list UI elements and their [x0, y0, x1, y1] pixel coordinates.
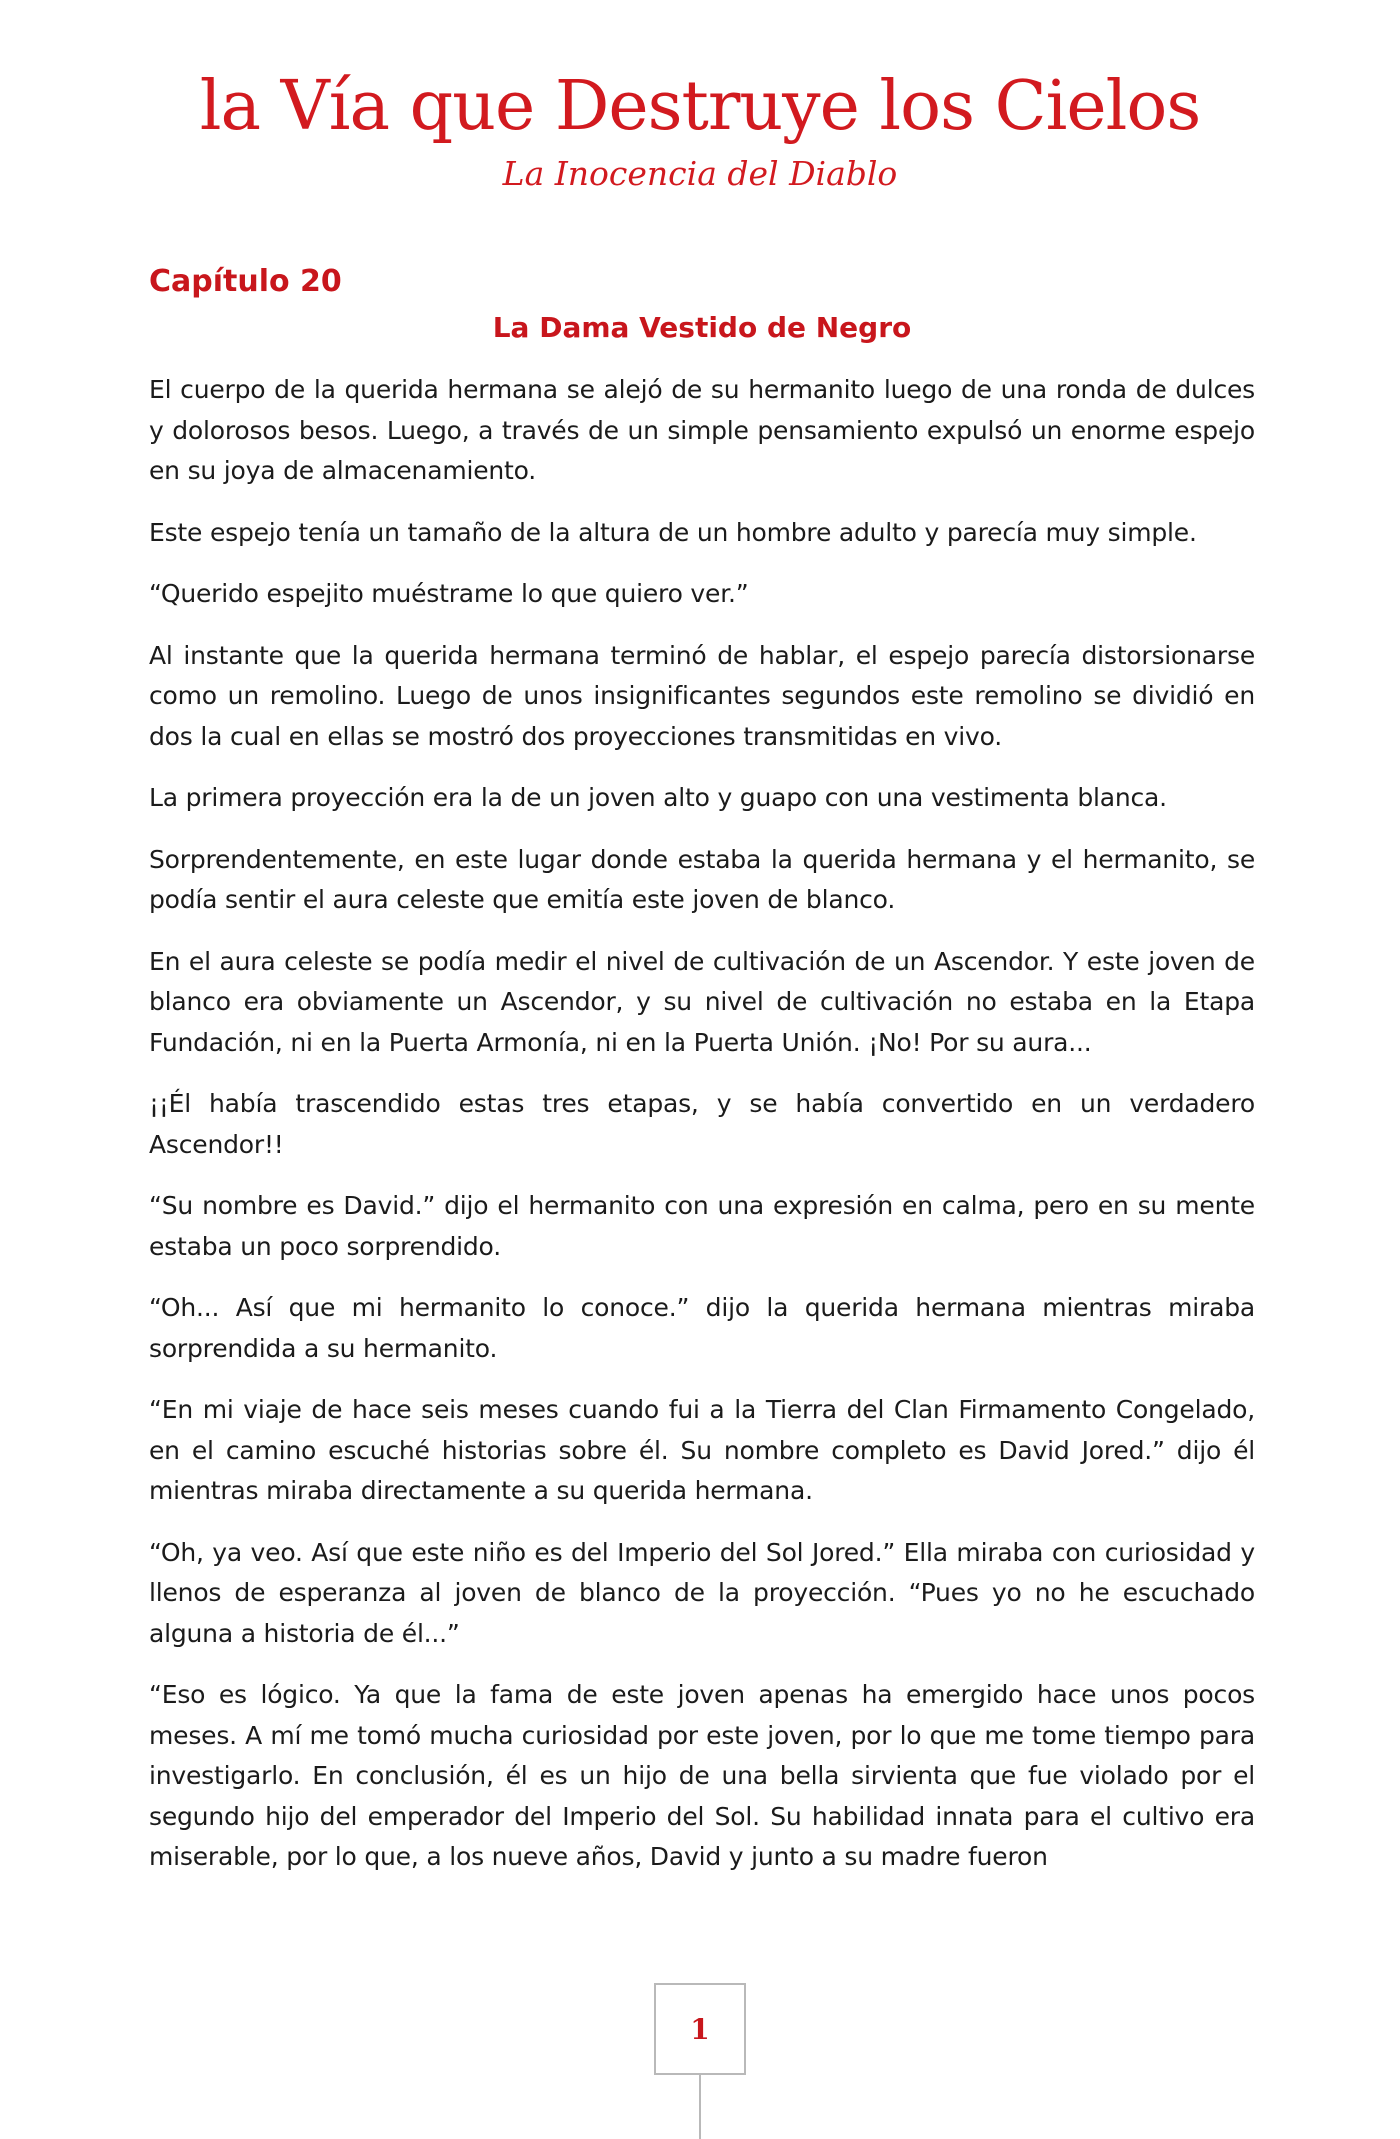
paragraph: “Su nombre es David.” dijo el hermanito con una expresión en calma, pero en su mente estaba un poco sorprendido. — [149, 1191, 1255, 1261]
paragraph: “Oh... Así que mi hermanito lo conoce.” dijo la querida hermana mientras miraba sorprendida a su hermanito. — [149, 1293, 1255, 1363]
paragraph: “En mi viaje de hace seis meses cuando fui a la Tierra del Clan Firmamento Congelado, en el camino escuché historias sobre él. Su nombre completo es David Jored.” dijo él mientras miraba directamente a su querida hermana. — [149, 1395, 1255, 1505]
paragraph: Sorprendentemente, en este lugar donde estaba la querida hermana y el hermanito, se podía sentir el aura celeste que emitía este joven de blanco. — [149, 844, 1255, 914]
chapter-content — [149, 262, 1255, 1899]
paragraph: “Eso es lógico. Ya que la fama de este joven apenas ha emergido hace unos pocos meses. A mí me tomó mucha curiosidad por este joven, por lo que me tome tiempo para investigarlo. En conclusión, él es un hijo de una bella sirvienta que fue violado por el segundo hijo del emperador del Imperio del Sol. Su habilidad innata para el cultivo era miserable, por lo que, a los nueve años, David y junto a su madre fueron — [149, 1680, 1255, 1871]
paragraph: La primera proyección era la de un joven alto y guapo con una vestimenta blanca. — [149, 783, 1167, 812]
paragraph: “Oh, ya veo. Así que este niño es del Imperio del Sol Jored.” Ella miraba con curiosidad y llenos de esperanza al joven de blanco de la proyección. “Pues yo no he escuchado alguna a historia de él...” — [149, 1537, 1255, 1648]
paragraph: Este espejo tenía un tamaño de la altura de un hombre adulto y parecía muy simple. — [149, 517, 1197, 547]
paragraph: En el aura celeste se podía medir el nivel de cultivación de un Ascendor. Y este joven de blanco era obviamente un Ascendor, y su nivel de cultivación no estaba en la Etapa Fundación, ni en la Puerta Armonía, ni en la Puerta Unión. ¡No! Por su aura... — [149, 946, 1255, 1057]
book-subtitle: La Inocencia del Diablo — [502, 154, 898, 193]
page-number: 1 — [690, 2012, 710, 2046]
book-title: la Vía que Destruye los Cielos — [199, 67, 1201, 146]
paragraph: El cuerpo de la querida hermana se alejó de su hermanito luego de una ronda de dulces y dolorosos besos. Luego, a través de un simple pensamiento expulsó un enorme espejo en su joya de almacenamiento. — [149, 375, 1255, 485]
page-number-connector-line — [699, 2075, 701, 2139]
paragraph: Al instante que la querida hermana terminó de hablar, el espejo parecía distorsionarse como un remolino. Luego de unos insignificantes segundos este remolino se dividió en dos la cual en ellas se mostró dos proyecciones transmitidas en vivo. — [149, 640, 1255, 751]
page-number-box — [654, 1983, 746, 2075]
body-text — [149, 370, 1255, 1878]
page-header — [0, 62, 1400, 194]
chapter-number: Capítulo 20 — [149, 264, 342, 299]
paragraph: ¡¡Él había trascendido estas tres etapas, y se había convertido en un verdadero Ascendor!! — [149, 1089, 1255, 1159]
paragraph: “Querido espejito muéstrame lo que quiero ver.” — [149, 579, 749, 608]
chapter-title: La Dama Vestido de Negro — [492, 311, 912, 344]
